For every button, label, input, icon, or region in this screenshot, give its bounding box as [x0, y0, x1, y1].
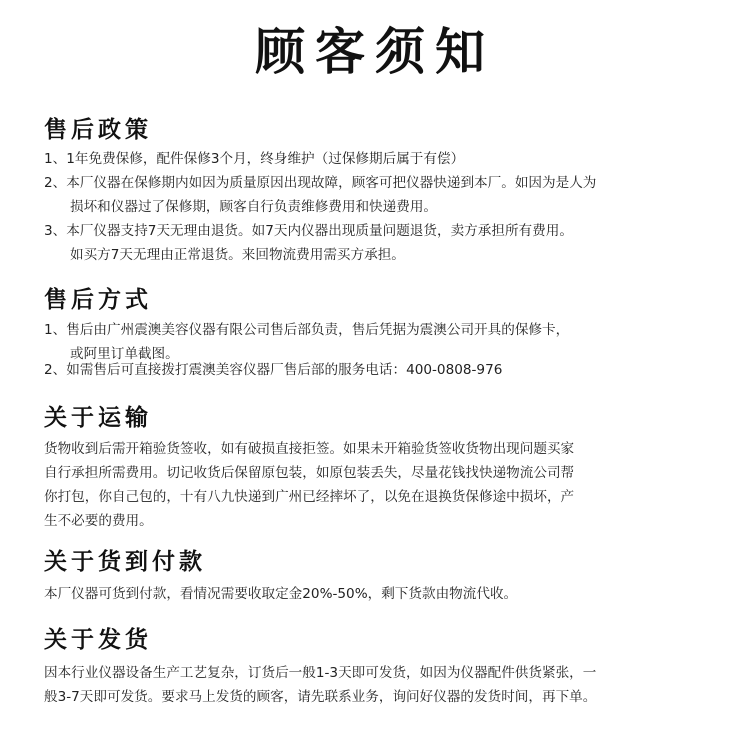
dispatch-line: 般3-7天即可发货。要求马上发货的顾客，请先联系业务，询问好仪器的发货时间，再下单。: [44, 689, 597, 705]
method-line: 或阿里订单截图。: [70, 346, 179, 362]
page-title: 顾客须知: [255, 23, 495, 81]
policy-line: 2、本厂仪器在保修期内如因为质量原因出现故障，顾客可把仪器快递到本厂。如因为是人为: [44, 175, 597, 191]
policy-line: 损坏和仪器过了保修期，顾客自行负责维修费用和快递费用。: [70, 199, 438, 215]
section-heading-after-sales-method: 售后方式: [44, 287, 152, 313]
section-heading-after-sales-policy: 售后政策: [44, 117, 152, 143]
shipping-line: 生不必要的费用。: [44, 513, 153, 529]
shipping-line: 货物收到后需开箱验货签收，如有破损直接拒签。如果未开箱验货签收货物出现问题买家: [44, 441, 575, 457]
cod-line: 本厂仪器可货到付款，看情况需要收取定金20%-50%，剩下货款由物流代收。: [44, 586, 518, 602]
shipping-line: 你打包，你自己包的，十有八九快递到广州已经摔坏了，以免在退换货保修途中损坏，产: [44, 489, 575, 505]
dispatch-line: 因本行业仪器设备生产工艺复杂，订货后一般1-3天即可发货，如因为仪器配件供货紧张，一: [44, 665, 597, 681]
method-line: 1、售后由广州震澳美容仪器有限公司售后部负责，售后凭据为震澳公司开具的保修卡，: [44, 322, 570, 338]
section-heading-cash-on-delivery: 关于货到付款: [44, 549, 206, 575]
section-heading-shipping: 关于运输: [44, 405, 152, 431]
section-heading-dispatch: 关于发货: [44, 627, 152, 653]
policy-line: 如买方7天无理由正常退货。来回物流费用需买方承担。: [70, 247, 405, 263]
shipping-line: 自行承担所需费用。切记收货后保留原包装，如原包装丢失，尽量花钱找快递物流公司帮: [44, 465, 575, 481]
policy-line: 1、1年免费保修，配件保修3个月，终身维护（过保修期后属于有偿）: [44, 151, 465, 167]
policy-line: 3、本厂仪器支持7天无理由退货。如7天内仪器出现质量问题退货，卖方承担所有费用。: [44, 223, 573, 239]
method-line: 2、如需售后可直接拨打震澳美容仪器厂售后部的服务电话：400-0808-976: [44, 362, 503, 378]
